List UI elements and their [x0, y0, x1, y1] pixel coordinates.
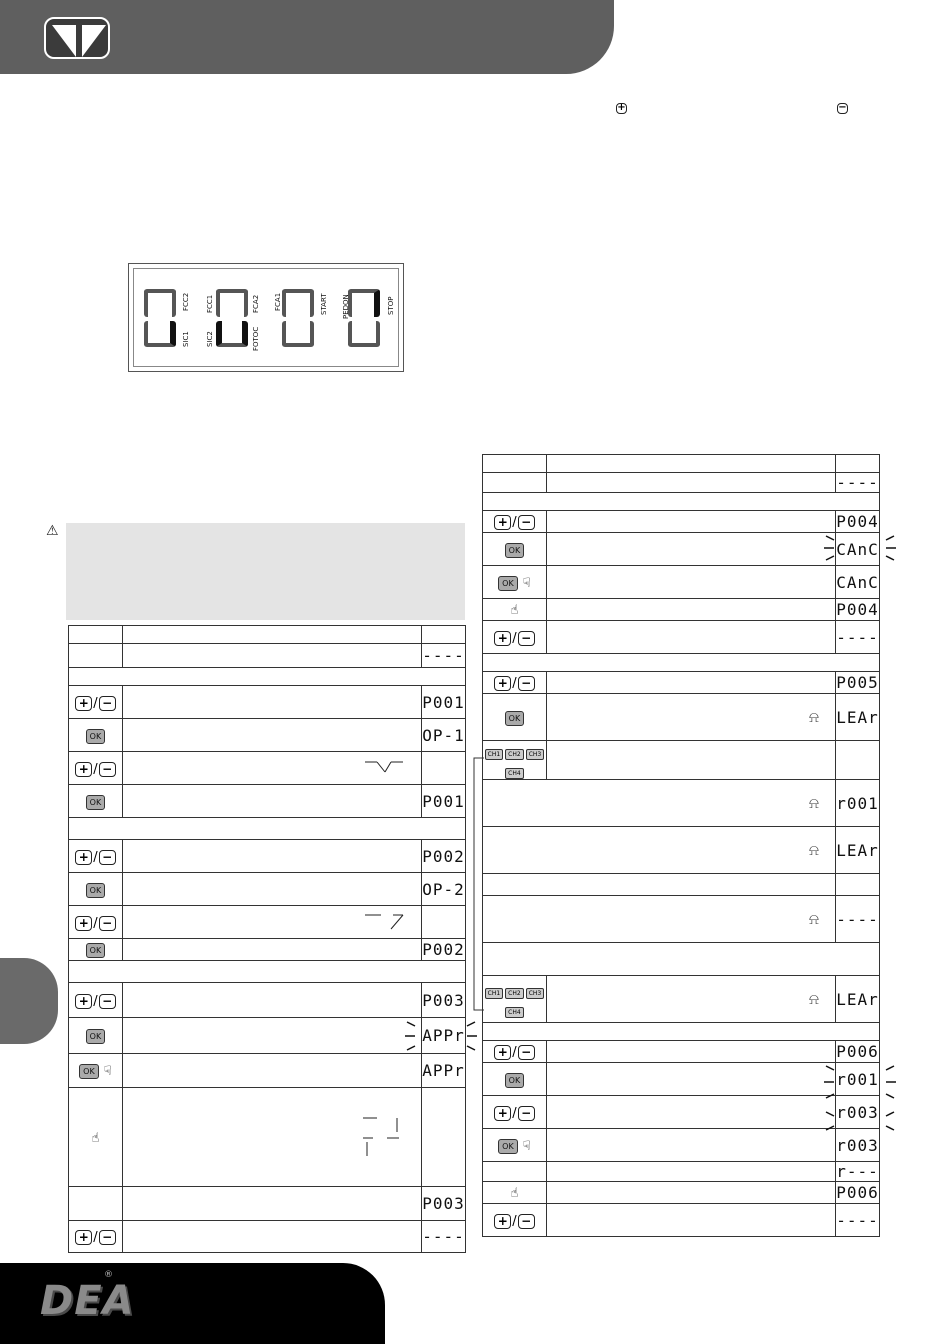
digit-1-bottom	[144, 321, 176, 347]
slash: /	[512, 1105, 517, 1121]
remote-press-icon: ☟	[522, 575, 531, 591]
table-cell	[483, 473, 547, 493]
lcd-value: r001	[835, 780, 879, 827]
slash: /	[512, 515, 517, 530]
table-cell	[422, 906, 466, 939]
key-cell	[483, 566, 547, 599]
key-cell	[69, 1088, 123, 1187]
table-header-cell	[422, 626, 466, 644]
slash: /	[93, 915, 98, 931]
ch4-button-icon: CH4	[505, 1007, 524, 1018]
key-cell	[483, 621, 547, 654]
display-panel	[128, 263, 404, 372]
minus-button-icon: −	[518, 676, 535, 691]
key-cell	[69, 1221, 123, 1253]
lcd-value: P004	[836, 512, 879, 531]
lcd-value: ----	[835, 1204, 879, 1237]
minus-button-icon: −	[99, 850, 116, 865]
section-row	[69, 818, 466, 840]
lcd-value: P004	[836, 600, 879, 619]
label-fcc1: FCC1	[206, 294, 214, 313]
table-cell	[546, 976, 835, 1023]
key-cell	[69, 939, 123, 961]
ch2-button-icon: CH2	[505, 749, 524, 760]
label-sic1: SIC1	[182, 331, 190, 347]
table-cell	[483, 896, 836, 943]
table-cell	[546, 741, 835, 780]
table-cell	[546, 533, 835, 566]
gate-motion-icon	[363, 911, 405, 933]
slash: /	[93, 761, 98, 777]
table-cell	[122, 873, 421, 906]
key-cell	[483, 511, 547, 533]
lcd-value: CAnC	[835, 566, 879, 599]
right-procedure-table	[482, 454, 880, 1237]
table-cell	[483, 1162, 547, 1182]
section-row	[483, 493, 880, 511]
ok-button-icon: OK	[86, 1029, 106, 1044]
section-row	[483, 874, 836, 896]
plus-button-icon: +	[75, 762, 92, 777]
ch1-button-icon: CH1	[485, 749, 504, 760]
table-cell	[122, 1054, 421, 1088]
minus-button-icon: −	[518, 1214, 535, 1229]
table-cell	[422, 1088, 466, 1187]
minus-button-icon: −	[99, 762, 116, 777]
lcd-value: P001	[422, 686, 466, 719]
blink-indicator	[405, 1018, 477, 1058]
digit-4-top	[348, 289, 380, 317]
lcd-value: OP-1	[422, 719, 466, 752]
lcd-value: P002	[422, 840, 466, 873]
ok-button-icon: OK	[79, 1064, 99, 1079]
table-cell	[122, 983, 421, 1018]
ok-button-icon: OK	[86, 943, 106, 958]
lcd-value-blinking: r001	[835, 1063, 879, 1096]
lcd-value: LEAr	[835, 827, 879, 874]
lcd-value: P006	[836, 1042, 879, 1061]
lcd-value: P002	[422, 940, 465, 959]
digit-3-top	[282, 289, 314, 317]
table-cell	[122, 1018, 421, 1054]
table-cell	[546, 694, 835, 741]
remote-release-icon: ☝	[91, 1130, 100, 1146]
key-cell	[69, 785, 123, 818]
section-row	[69, 961, 466, 983]
lcd-value-blinking: CAnC	[835, 533, 879, 566]
minus-button-icon: −	[518, 631, 535, 646]
receiver-blinking-icon: ⍾	[809, 841, 819, 859]
label-fca1: FCA1	[274, 292, 282, 311]
plus-button-icon: +	[494, 1045, 511, 1060]
table-cell	[122, 686, 421, 719]
remote-release-icon: ☝	[510, 1186, 519, 1201]
slash: /	[512, 1045, 517, 1060]
lcd-value: ----	[835, 896, 879, 943]
remote-press-icon: ☟	[103, 1064, 112, 1079]
table-cell	[546, 1063, 835, 1096]
table-cell	[546, 1204, 835, 1237]
table-cell	[546, 1182, 835, 1204]
key-cell	[483, 741, 547, 780]
table-cell	[122, 719, 421, 752]
table-cell	[122, 644, 421, 668]
key-cell	[483, 1096, 547, 1129]
receiver-blinking-icon: ⍾	[809, 708, 819, 726]
ok-button-icon: OK	[505, 711, 525, 726]
plus-button-icon: +	[75, 1230, 92, 1245]
ok-button-icon: OK	[498, 1139, 518, 1154]
plus-button-icon: +	[494, 676, 511, 691]
warning-icon: ⚠	[46, 523, 59, 539]
lcd-value: ----	[422, 644, 466, 668]
table-cell	[422, 752, 466, 785]
key-cell	[483, 672, 547, 694]
blink-indicator	[822, 1062, 898, 1136]
minus-button-icon: −	[99, 994, 116, 1009]
table-cell	[122, 840, 421, 873]
table-cell	[122, 752, 421, 785]
ok-button-icon: OK	[86, 795, 106, 810]
label-sic2: SIC2	[206, 331, 214, 347]
key-cell	[69, 752, 123, 785]
ok-button-icon: OK	[86, 883, 106, 898]
lcd-value: ----	[835, 621, 879, 654]
table-cell	[546, 599, 835, 621]
ch2-button-icon: CH2	[505, 988, 524, 999]
table-cell	[546, 1162, 835, 1182]
key-cell	[69, 1018, 123, 1054]
receiver-icon: ⍾	[809, 794, 819, 812]
key-cell	[483, 533, 547, 566]
ch1-button-icon: CH1	[485, 988, 504, 999]
table-cell	[69, 644, 123, 668]
digit-4-bottom	[348, 321, 380, 347]
table-header-cell	[483, 455, 547, 473]
table-cell	[546, 1096, 835, 1129]
plus-button-icon: +	[494, 1106, 511, 1121]
minus-button-icon: −	[99, 696, 116, 711]
key-cell	[69, 719, 123, 752]
blink-indicator	[822, 532, 898, 566]
section-row	[69, 668, 466, 686]
lcd-value: P005	[836, 673, 879, 692]
lcd-value: APPr	[422, 1054, 466, 1088]
label-pedon: PEDON	[342, 294, 350, 319]
label-stop: STOP	[387, 296, 395, 315]
plus-button-icon: +	[494, 631, 511, 646]
lcd-value: ----	[422, 1221, 466, 1253]
table-cell	[122, 1221, 421, 1253]
lcd-value-blinking: r003	[835, 1096, 879, 1129]
lcd-value: OP-2	[422, 873, 466, 906]
minus-button-icon: −	[518, 515, 535, 530]
ok-button-icon: OK	[505, 543, 525, 558]
table-cell	[546, 621, 835, 654]
section-tab	[0, 958, 58, 1044]
slash: /	[93, 695, 98, 711]
table-header-cell	[546, 455, 835, 473]
table-cell	[546, 1041, 835, 1063]
table-header-cell	[835, 455, 879, 473]
table-header-cell	[69, 626, 123, 644]
table-cell	[122, 1187, 421, 1221]
key-cell	[483, 694, 547, 741]
key-cell	[69, 686, 123, 719]
digit-1-top	[144, 289, 176, 317]
table-cell	[483, 780, 836, 827]
lcd-value: LEAr	[835, 694, 879, 741]
table-cell	[122, 906, 421, 939]
loop-connector	[470, 754, 486, 1014]
lcd-value: LEAr	[835, 976, 879, 1023]
slash: /	[93, 993, 98, 1009]
minus-button-icon: −	[518, 1045, 535, 1060]
lcd-value: P006	[836, 1183, 879, 1202]
digit-2-top	[216, 289, 248, 317]
digit-3-bottom	[282, 321, 314, 347]
dea-logo: DEA	[40, 1278, 135, 1324]
key-cell	[69, 906, 123, 939]
lcd-value: P003	[422, 1187, 466, 1221]
label-fotoc: FOTOC	[252, 326, 260, 351]
table-cell	[483, 827, 836, 874]
plus-button-icon: +	[75, 850, 92, 865]
ch4-button-icon: CH4	[505, 768, 524, 779]
section-row	[483, 943, 880, 976]
slash: /	[512, 1213, 517, 1229]
label-fca2: FCA2	[252, 294, 260, 313]
minus-icon: −	[838, 102, 847, 113]
key-cell	[483, 1063, 547, 1096]
digit-2-bottom	[216, 321, 248, 347]
gate-sequence-icon	[359, 1112, 405, 1162]
key-cell	[483, 599, 547, 621]
plus-button-icon: +	[75, 916, 92, 931]
key-cell	[483, 976, 547, 1023]
lcd-value: r---	[836, 1162, 879, 1181]
table-cell	[122, 785, 421, 818]
table-cell	[69, 1187, 123, 1221]
plus-button-icon: +	[75, 696, 92, 711]
table-cell	[546, 473, 835, 493]
receiver-icon: ⍾	[809, 910, 819, 928]
key-cell	[69, 1054, 123, 1088]
minus-button-icon: −	[99, 1230, 116, 1245]
table-cell	[122, 939, 421, 961]
gate-motion-icon	[363, 758, 405, 778]
slash: /	[512, 630, 517, 646]
plus-button-icon: +	[494, 515, 511, 530]
lcd-value: r003	[835, 1129, 879, 1162]
label-start: START	[320, 293, 328, 315]
plus-button-icon: +	[494, 1214, 511, 1229]
slash: /	[512, 676, 517, 691]
table-cell	[835, 741, 879, 780]
minus-button-icon: −	[99, 916, 116, 931]
lcd-value: P003	[422, 983, 466, 1018]
ch3-button-icon: CH3	[526, 749, 545, 760]
slash: /	[93, 849, 98, 865]
key-cell	[69, 840, 123, 873]
table-cell	[546, 1129, 835, 1162]
key-cell	[69, 873, 123, 906]
left-procedure-table	[68, 625, 466, 1253]
plus-icon: +	[617, 102, 626, 113]
table-cell	[546, 511, 835, 533]
lcd-value-blinking: APPr	[422, 1018, 466, 1054]
ok-button-icon: OK	[86, 729, 106, 744]
minus-button-icon: −	[518, 1106, 535, 1121]
table-cell	[835, 874, 879, 896]
plus-button-icon: +	[75, 994, 92, 1009]
ok-button-icon: OK	[505, 1073, 525, 1088]
receiver-blinking-icon: ⍾	[809, 990, 819, 1008]
section-row	[483, 654, 880, 672]
lcd-value: ----	[836, 473, 879, 492]
table-cell	[546, 672, 835, 694]
label-fcc2: FCC2	[182, 292, 190, 311]
slash: /	[93, 1230, 98, 1245]
remote-press-icon: ☟	[522, 1138, 531, 1154]
remote-release-icon: ☝	[510, 603, 519, 618]
key-cell	[69, 983, 123, 1018]
table-cell	[546, 566, 835, 599]
table-header-cell	[122, 626, 421, 644]
key-cell	[483, 1204, 547, 1237]
section-row	[483, 1023, 880, 1041]
ok-button-icon: OK	[498, 576, 518, 591]
table-cell	[122, 1088, 421, 1187]
lcd-value: P001	[422, 785, 466, 818]
key-cell	[483, 1129, 547, 1162]
brand-logo	[44, 17, 110, 59]
registered-mark: ®	[104, 1270, 113, 1280]
ch3-button-icon: CH3	[526, 988, 545, 999]
key-cell	[483, 1041, 547, 1063]
warning-box	[66, 523, 465, 620]
key-cell	[483, 1182, 547, 1204]
